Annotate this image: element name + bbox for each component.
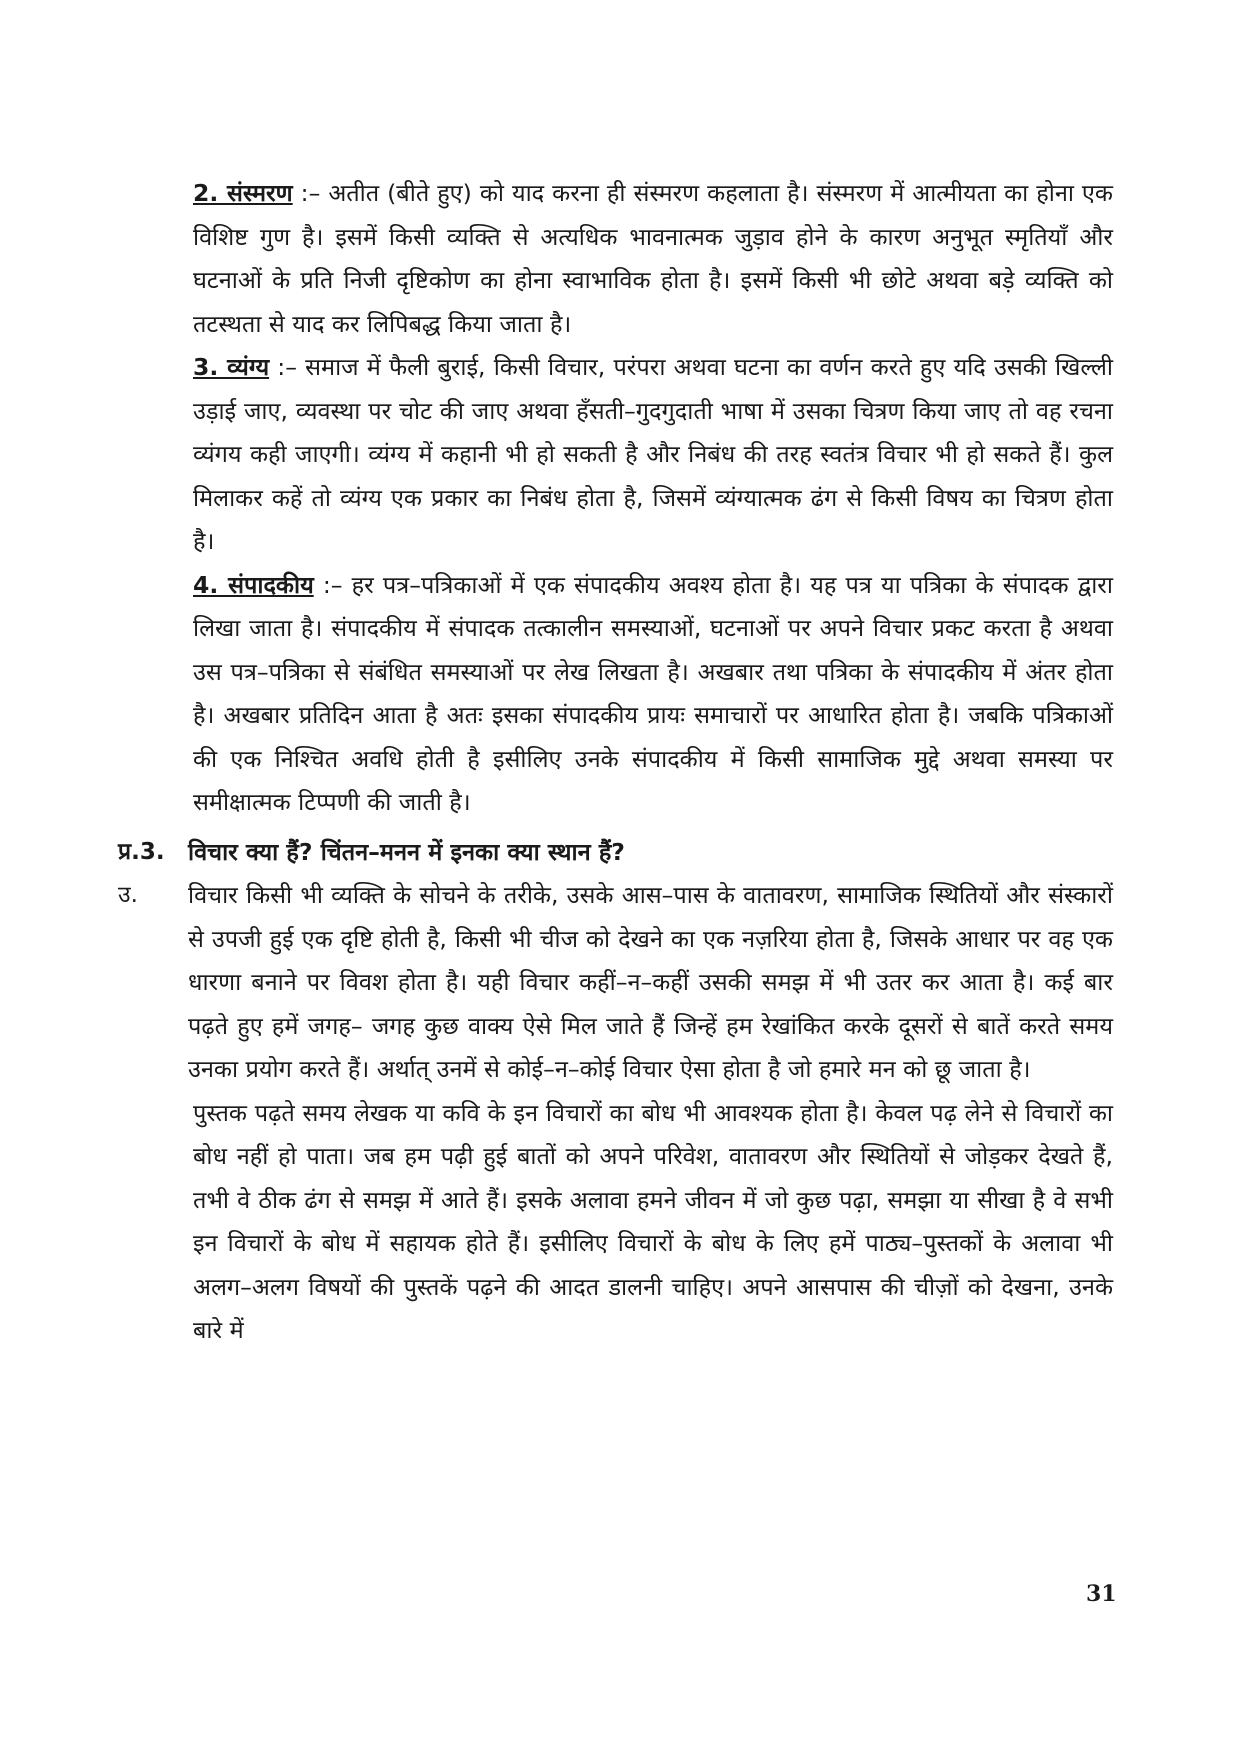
sampadakiya-text: :– हर पत्र–पत्रिकाओं में एक संपादकीय अवश्य होता है। यह पत्र या पत्रिका के संपादक द्वारा लिखा जाता है। संपादकीय में संपादक तत्कालीन समस्याओं, घटनाओं पर अपने विचार प्रकट करता है अथवा उस पत्र–पत्रिका से संबंधित समस्याओं पर लेख लिखता है। अखबार तथा पत्रिका के संपादकीय में अंतर होता है। अखबार प्रतिदिन आता है अतः इसका संपादकीय प्रायः समाचारों पर आधारित होता है। जबकि पत्रिकाओं की एक निश्चित अवधि होती है इसीलिए उनके संपादकीय में किसी सामाजिक मुद्दे अथवा समस्या पर समीक्षात्मक टिप्पणी की जाती है। <box>193 570 1113 816</box>
sansmaran-text: :– अतीत (बीते हुए) को याद करना ही संस्मरण कहलाता है। संस्मरण में आत्मीयता का होना एक विशिष्ट गुण है। इसमें किसी व्यक्ति से अत्यधिक भावनात्मक जुड़ाव होने के कारण अनुभूत स्मृतियाँ और घटनाओं के प्रति निजी दृष्टिकोण का होना स्वाभाविक होता है। इसमें किसी भी छोटे अथवा बड़े व्यक्ति को तटस्थता से याद कर लिपिबद्ध किया जाता है। <box>193 179 1113 338</box>
answer-body <box>188 874 1113 1092</box>
term-sampadakiya: 4. संपादकीय <box>193 570 314 599</box>
page-number: 31 <box>1086 1581 1117 1607</box>
question-text: विचार क्या हैं? चिंतन–मनन में इनका क्या स्थान हैं? <box>188 837 625 866</box>
question-label: प्र.3. <box>118 838 165 865</box>
term-sansmaran: 2. संस्मरण <box>193 179 293 207</box>
section-vyangya <box>193 346 1113 564</box>
answer-label: उ. <box>118 882 138 908</box>
question-row <box>118 831 1113 875</box>
section-sampadakiya <box>193 564 1113 825</box>
answer-row <box>118 874 1113 1092</box>
section-sansmaran <box>193 172 1113 346</box>
vyangya-text: :– समाज में फैली बुराई, किसी विचार, परंपरा अथवा घटना का वर्णन करते हुए यदि उसकी खिल्ली उड़ाई जाए, व्यवस्था पर चोट की जाए अथवा हँसती–गुदगुदाती भाषा में उसका चित्रण किया जाए तो वह रचना व्यंगय कही जाएगी। व्यंग्य में कहानी भी हो सकती है और निबंध की तरह स्वतंत्र विचार भी हो सकते हैं। कुल मिलाकर कहें तो व्यंग्य एक प्रकार का निबंध होता है, जिसमें व्यंग्यात्मक ढंग से किसी विषय का चित्रण होता है। <box>193 353 1113 555</box>
page-content <box>118 172 1113 1353</box>
answer-paragraph-1: विचार किसी भी व्यक्ति के सोचने के तरीके, उसके आस–पास के वातावरण, सामाजिक स्थितियों और संस्कारों से उपजी हुई एक दृष्टि होती है, किसी भी चीज को देखने का एक नज़रिया होता है, जिसके आधार पर वह एक धारणा बनाने पर विवश होता है। यही विचार कहीं–न–कहीं उसकी समझ में भी उतर कर आता है। कई बार पढ़ते हुए हमें जगह– जगह कुछ वाक्य ऐसे मिल जाते हैं जिन्हें हम रेखांकित करके दूसरों से बातें करते समय उनका प्रयोग करते हैं। अर्थात् उनमें से कोई–न–कोई विचार ऐसा होता है जो हमारे मन को छू जाता है। <box>188 881 1113 1083</box>
answer-paragraph-2: पुस्तक पढ़ते समय लेखक या कवि के इन विचारों का बोध भी आवश्यक होता है। केवल पढ़ लेने से विचारों का बोध नहीं हो पाता। जब हम पढ़ी हुई बातों को अपने परिवेश, वातावरण और स्थितियों से जोड़कर देखते हैं, तभी वे ठीक ढंग से समझ में आते हैं। इसके अलावा हमने जीवन में जो कुछ पढ़ा, समझा या सीखा है वे सभी इन विचारों के बोध में सहायक होते हैं। इसीलिए विचारों के बोध के लिए हमें पाठ्य–पुस्तकों के अलावा भी अलग–अलग विषयों की पुस्तकें पढ़ने की आदत डालनी चाहिए। अपने आसपास की चीज़ों को देखना, उनके बारे में <box>193 1098 1113 1344</box>
term-vyangya: 3. व्यंग्य <box>193 353 270 381</box>
